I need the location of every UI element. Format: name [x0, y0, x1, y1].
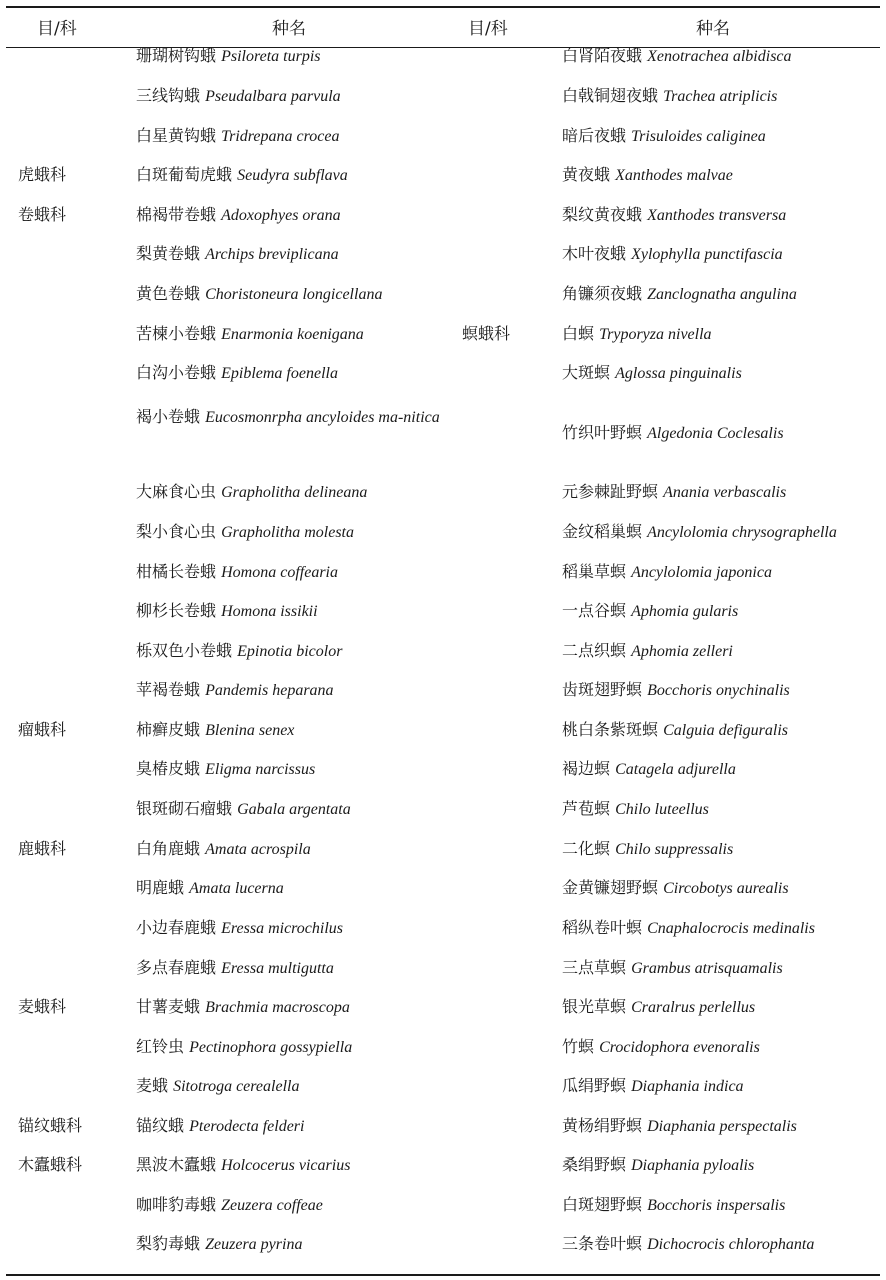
species-left-latin-name: Eligma narcissus	[205, 761, 316, 778]
species-right	[562, 916, 815, 941]
species-right-latin-name: Dichocrocis chlorophanta	[647, 1236, 815, 1253]
species-right-latin-name: Ancylolomia japonica	[631, 564, 772, 581]
species-right	[562, 1114, 797, 1139]
table-row	[0, 1114, 886, 1138]
species-left-chinese-name: 明鹿蛾	[136, 878, 185, 897]
species-right-chinese-name: 白戟铜翅夜蛾	[562, 86, 659, 105]
species-left-chinese-name: 臭椿皮蛾	[136, 759, 201, 778]
species-left-chinese-name: 珊瑚树钩蛾	[136, 46, 217, 65]
table-row	[0, 837, 886, 861]
species-right	[562, 282, 797, 307]
species-right	[562, 599, 738, 624]
species-right-latin-name: Trisuloides caliginea	[631, 128, 766, 145]
species-right-chinese-name: 黄夜蛾	[562, 165, 611, 184]
species-left	[136, 1193, 323, 1218]
species-right-chinese-name: 大斑螟	[562, 363, 611, 382]
species-left-chinese-name: 黑波木蠹蛾	[136, 1155, 217, 1174]
species-left-chinese-name: 梨黄卷蛾	[136, 244, 201, 263]
species-left	[136, 242, 339, 267]
species-right	[562, 203, 786, 228]
table-row	[0, 124, 886, 148]
species-left-chinese-name: 三线钩蛾	[136, 86, 201, 105]
species-right-chinese-name: 二点织螟	[562, 641, 627, 660]
species-right	[562, 480, 786, 505]
species-left-chinese-name: 栎双色小卷蛾	[136, 641, 233, 660]
species-left-latin-name: Eressa microchilus	[221, 920, 344, 937]
order-family-right: 螟蛾科	[462, 324, 511, 343]
table-row	[0, 876, 886, 900]
species-left-chinese-name: 大麻食心虫	[136, 482, 217, 501]
species-right	[562, 520, 837, 545]
species-right-chinese-name: 芦苞螟	[562, 799, 611, 818]
species-right	[562, 757, 736, 782]
species-left	[136, 718, 294, 743]
species-right	[562, 1193, 785, 1218]
species-left	[136, 1114, 304, 1139]
species-right-chinese-name: 竹螟	[562, 1037, 595, 1056]
species-right-latin-name: Cnaphalocrocis medinalis	[647, 920, 815, 937]
species-left-latin-name: Archips breviplicana	[205, 246, 339, 263]
species-left-latin-name: Epinotia bicolor	[237, 643, 343, 660]
species-left	[136, 1153, 350, 1178]
table-row	[0, 163, 886, 187]
species-left-latin-name: Blenina senex	[205, 722, 295, 739]
species-right	[562, 797, 709, 822]
species-right-chinese-name: 白斑翅野螟	[562, 1195, 643, 1214]
species-right-latin-name: Aphomia gularis	[631, 603, 739, 620]
table-row	[0, 757, 886, 781]
species-left	[136, 44, 321, 69]
order-family-left: 鹿蛾科	[18, 839, 67, 858]
species-left-chinese-name: 梨豹毒蛾	[136, 1234, 201, 1253]
species-left-latin-name: Adoxophyes orana	[221, 207, 341, 224]
species-right	[562, 560, 772, 585]
species-right-latin-name: Craralrus perlellus	[631, 999, 756, 1016]
species-right-chinese-name: 白肾陌夜蛾	[562, 46, 643, 65]
header-species-1: 种名	[272, 19, 306, 39]
species-right-chinese-name: 梨纹黄夜蛾	[562, 205, 643, 224]
species-right-chinese-name: 齿斑翅野螟	[562, 680, 643, 699]
species-right-chinese-name: 金纹稻巢螟	[562, 522, 643, 541]
table-row	[0, 995, 886, 1019]
species-right-latin-name: Trachea atriplicis	[663, 88, 778, 105]
species-left	[136, 84, 341, 109]
table-row	[0, 1035, 886, 1059]
species-left-latin-name: Tridrepana crocea	[221, 128, 340, 145]
species-right-latin-name: Bocchoris onychinalis	[647, 682, 790, 699]
table-row	[0, 560, 886, 584]
order-family-left: 卷蛾科	[18, 205, 67, 224]
species-right-chinese-name: 角镰须夜蛾	[562, 284, 643, 303]
table-row	[0, 1193, 886, 1217]
species-left-chinese-name: 苹褐卷蛾	[136, 680, 201, 699]
species-right-latin-name: Bocchoris inspersalis	[647, 1197, 786, 1214]
species-right-latin-name: Chilo suppressalis	[615, 841, 734, 858]
species-right	[562, 322, 712, 347]
table-row	[0, 203, 886, 227]
species-left	[136, 322, 364, 347]
species-left-latin-name: Epiblema foenella	[221, 365, 338, 382]
species-left-latin-name: Psiloreta turpis	[221, 48, 321, 65]
species-left-chinese-name: 白星黄钩蛾	[136, 126, 217, 145]
species-right-latin-name: Xylophylla punctifascia	[631, 246, 783, 263]
species-left-chinese-name: 白角鹿蛾	[136, 839, 201, 858]
species-right-chinese-name: 银光草螟	[562, 997, 627, 1016]
species-right-latin-name: Xanthodes malvae	[615, 167, 733, 184]
species-left-latin-name: Holcocerus vicarius	[221, 1157, 351, 1174]
species-right-chinese-name: 元参棘趾野螟	[562, 482, 659, 501]
species-left-latin-name: Seudyra subflava	[237, 167, 348, 184]
species-right-latin-name: Grambus atrisquamalis	[631, 960, 783, 977]
table-row	[0, 678, 886, 702]
species-right-latin-name: Catagela adjurella	[615, 761, 736, 778]
species-left	[136, 520, 354, 545]
species-left	[136, 124, 339, 149]
table-top-rule	[6, 6, 880, 8]
table-row	[0, 480, 886, 504]
species-left-latin-name: Grapholitha delineana	[221, 484, 368, 501]
species-left-chinese-name: 苦楝小卷蛾	[136, 324, 217, 343]
table-row	[0, 409, 886, 457]
order-family-left: 锚纹蛾科	[18, 1116, 83, 1135]
table-row	[0, 282, 886, 306]
species-right-latin-name: Anania verbascalis	[663, 484, 787, 501]
species-left-latin-name: Homona issikii	[221, 603, 318, 620]
species-left-chinese-name: 褐小卷蛾	[136, 407, 201, 426]
species-right	[562, 1074, 744, 1099]
table-row	[0, 797, 886, 821]
species-left-latin-name: Choristoneura longicellana	[205, 286, 383, 303]
species-left	[136, 401, 448, 434]
species-right	[562, 995, 755, 1020]
species-left-latin-name: Brachmia macroscopa	[205, 999, 350, 1016]
species-left-latin-name: Sitotroga cerealella	[173, 1078, 300, 1095]
table-row	[0, 956, 886, 980]
species-right-chinese-name: 一点谷螟	[562, 601, 627, 620]
species-right-latin-name: Zanclognatha angulina	[647, 286, 797, 303]
species-left	[136, 837, 311, 862]
species-right-chinese-name: 白螟	[562, 324, 595, 343]
species-right	[562, 1035, 760, 1060]
species-right-chinese-name: 三点草螟	[562, 958, 627, 977]
species-left	[136, 757, 315, 782]
species-left	[136, 995, 350, 1020]
species-right-chinese-name: 稻纵卷叶螟	[562, 918, 643, 937]
table-row	[0, 44, 886, 68]
species-left-latin-name: Pectinophora gossypiella	[189, 1039, 353, 1056]
species-right-latin-name: Diaphania perspectalis	[647, 1118, 797, 1135]
species-right-chinese-name: 桃白条紫斑螟	[562, 720, 659, 739]
table-row	[0, 718, 886, 742]
table-bottom-rule	[6, 1274, 880, 1276]
species-left	[136, 639, 342, 664]
species-left-chinese-name: 棉褐带卷蛾	[136, 205, 217, 224]
species-left	[136, 1232, 302, 1257]
table-row	[0, 520, 886, 544]
species-right-chinese-name: 木叶夜蛾	[562, 244, 627, 263]
species-right-chinese-name: 褐边螟	[562, 759, 611, 778]
order-family-left: 虎蛾科	[18, 165, 67, 184]
species-left-chinese-name: 咖啡豹毒蛾	[136, 1195, 217, 1214]
species-right-latin-name: Chilo luteellus	[615, 801, 709, 818]
species-right-chinese-name: 稻巢草螟	[562, 562, 627, 581]
species-left-latin-name: Pandemis heparana	[205, 682, 334, 699]
table-row	[0, 84, 886, 108]
species-right-latin-name: Ancylolomia chrysographella	[647, 524, 837, 541]
species-left-chinese-name: 锚纹蛾	[136, 1116, 185, 1135]
species-left	[136, 876, 284, 901]
species-left	[136, 1035, 352, 1060]
species-left-chinese-name: 梨小食心虫	[136, 522, 217, 541]
species-right	[562, 361, 742, 386]
species-right-chinese-name: 金黄镰翅野螟	[562, 878, 659, 897]
species-left	[136, 163, 348, 188]
order-family-left: 木蠹蛾科	[18, 1155, 83, 1174]
species-left-chinese-name: 柿癣皮蛾	[136, 720, 201, 739]
species-right-latin-name: Aglossa pinguinalis	[615, 365, 742, 382]
species-right	[562, 421, 784, 446]
species-right	[562, 124, 766, 149]
table-row	[0, 599, 886, 623]
species-right	[562, 837, 733, 862]
species-left	[136, 203, 341, 228]
species-right-chinese-name: 瓜绢野螟	[562, 1076, 627, 1095]
species-left	[136, 1074, 299, 1099]
species-left-latin-name: Eucosmonrpha ancyloides ma-nitica	[205, 409, 440, 426]
species-left	[136, 956, 334, 981]
species-right	[562, 44, 792, 69]
species-left-chinese-name: 柳杉长卷蛾	[136, 601, 217, 620]
species-left-chinese-name: 柑橘长卷蛾	[136, 562, 217, 581]
header-order-1: 目/科	[37, 19, 77, 39]
species-left-chinese-name: 小边春鹿蛾	[136, 918, 217, 937]
species-right-latin-name: Xenotrachea albidisca	[647, 48, 792, 65]
species-left-chinese-name: 黄色卷蛾	[136, 284, 201, 303]
header-order-2: 目/科	[468, 19, 508, 39]
species-right-chinese-name: 黄杨绢野螟	[562, 1116, 643, 1135]
table-row	[0, 1074, 886, 1098]
species-right-chinese-name: 二化螟	[562, 839, 611, 858]
species-right-chinese-name: 竹织叶野螟	[562, 423, 643, 442]
species-left-latin-name: Amata lucerna	[189, 880, 284, 897]
species-right	[562, 678, 790, 703]
species-right-latin-name: Tryporyza nivella	[599, 326, 712, 343]
species-left-latin-name: Amata acrospila	[205, 841, 311, 858]
species-left	[136, 797, 351, 822]
species-left-latin-name: Pterodecta felderi	[189, 1118, 305, 1135]
species-right	[562, 718, 788, 743]
species-right	[562, 163, 733, 188]
species-right-chinese-name: 暗后夜蛾	[562, 126, 627, 145]
species-left	[136, 361, 338, 386]
species-right-latin-name: Crocidophora evenoralis	[599, 1039, 760, 1056]
species-right-latin-name: Diaphania indica	[631, 1078, 744, 1095]
species-left-chinese-name: 银斑砌石瘤蛾	[136, 799, 233, 818]
species-left-latin-name: Pseudalbara parvula	[205, 88, 341, 105]
species-right	[562, 84, 777, 109]
species-left-latin-name: Homona coffearia	[221, 564, 338, 581]
species-left	[136, 678, 334, 703]
species-left-latin-name: Grapholitha molesta	[221, 524, 354, 541]
species-left-chinese-name: 白斑葡萄虎蛾	[136, 165, 233, 184]
species-right	[562, 639, 733, 664]
species-left-latin-name: Eressa multigutta	[221, 960, 334, 977]
species-left	[136, 560, 338, 585]
species-right	[562, 1232, 814, 1257]
species-left-chinese-name: 甘薯麦蛾	[136, 997, 201, 1016]
species-left-latin-name: Gabala argentata	[237, 801, 351, 818]
species-left-latin-name: Zeuzera coffeae	[221, 1197, 323, 1214]
species-right-chinese-name: 三条卷叶螟	[562, 1234, 643, 1253]
species-left	[136, 282, 382, 307]
table-row	[0, 1232, 886, 1256]
species-right	[562, 876, 789, 901]
order-family-left: 瘤蛾科	[18, 720, 67, 739]
species-right-latin-name: Diaphania pyloalis	[631, 1157, 755, 1174]
table-row	[0, 242, 886, 266]
table-row	[0, 916, 886, 940]
table-row	[0, 639, 886, 663]
species-right	[562, 242, 783, 267]
species-left-chinese-name: 红铃虫	[136, 1037, 185, 1056]
species-right-latin-name: Calguia defiguralis	[663, 722, 789, 739]
species-right-chinese-name: 桑绢野螟	[562, 1155, 627, 1174]
species-left	[136, 599, 318, 624]
species-right-latin-name: Circobotys aurealis	[663, 880, 789, 897]
table-row	[0, 361, 886, 385]
species-left	[136, 916, 343, 941]
species-right	[562, 956, 783, 981]
table-row	[0, 1153, 886, 1177]
species-right	[562, 1153, 754, 1178]
order-family-left: 麦蛾科	[18, 997, 67, 1016]
species-right-latin-name: Algedonia Coclesalis	[647, 425, 784, 442]
table-row	[0, 322, 886, 346]
species-left-chinese-name: 白沟小卷蛾	[136, 363, 217, 382]
species-right-latin-name: Xanthodes transversa	[647, 207, 787, 224]
species-right-latin-name: Aphomia zelleri	[631, 643, 733, 660]
species-left-latin-name: Enarmonia koenigana	[221, 326, 364, 343]
species-left-chinese-name: 麦蛾	[136, 1076, 169, 1095]
header-species-2: 种名	[696, 19, 730, 39]
species-left	[136, 480, 367, 505]
species-left-chinese-name: 多点春鹿蛾	[136, 958, 217, 977]
species-left-latin-name: Zeuzera pyrina	[205, 1236, 303, 1253]
